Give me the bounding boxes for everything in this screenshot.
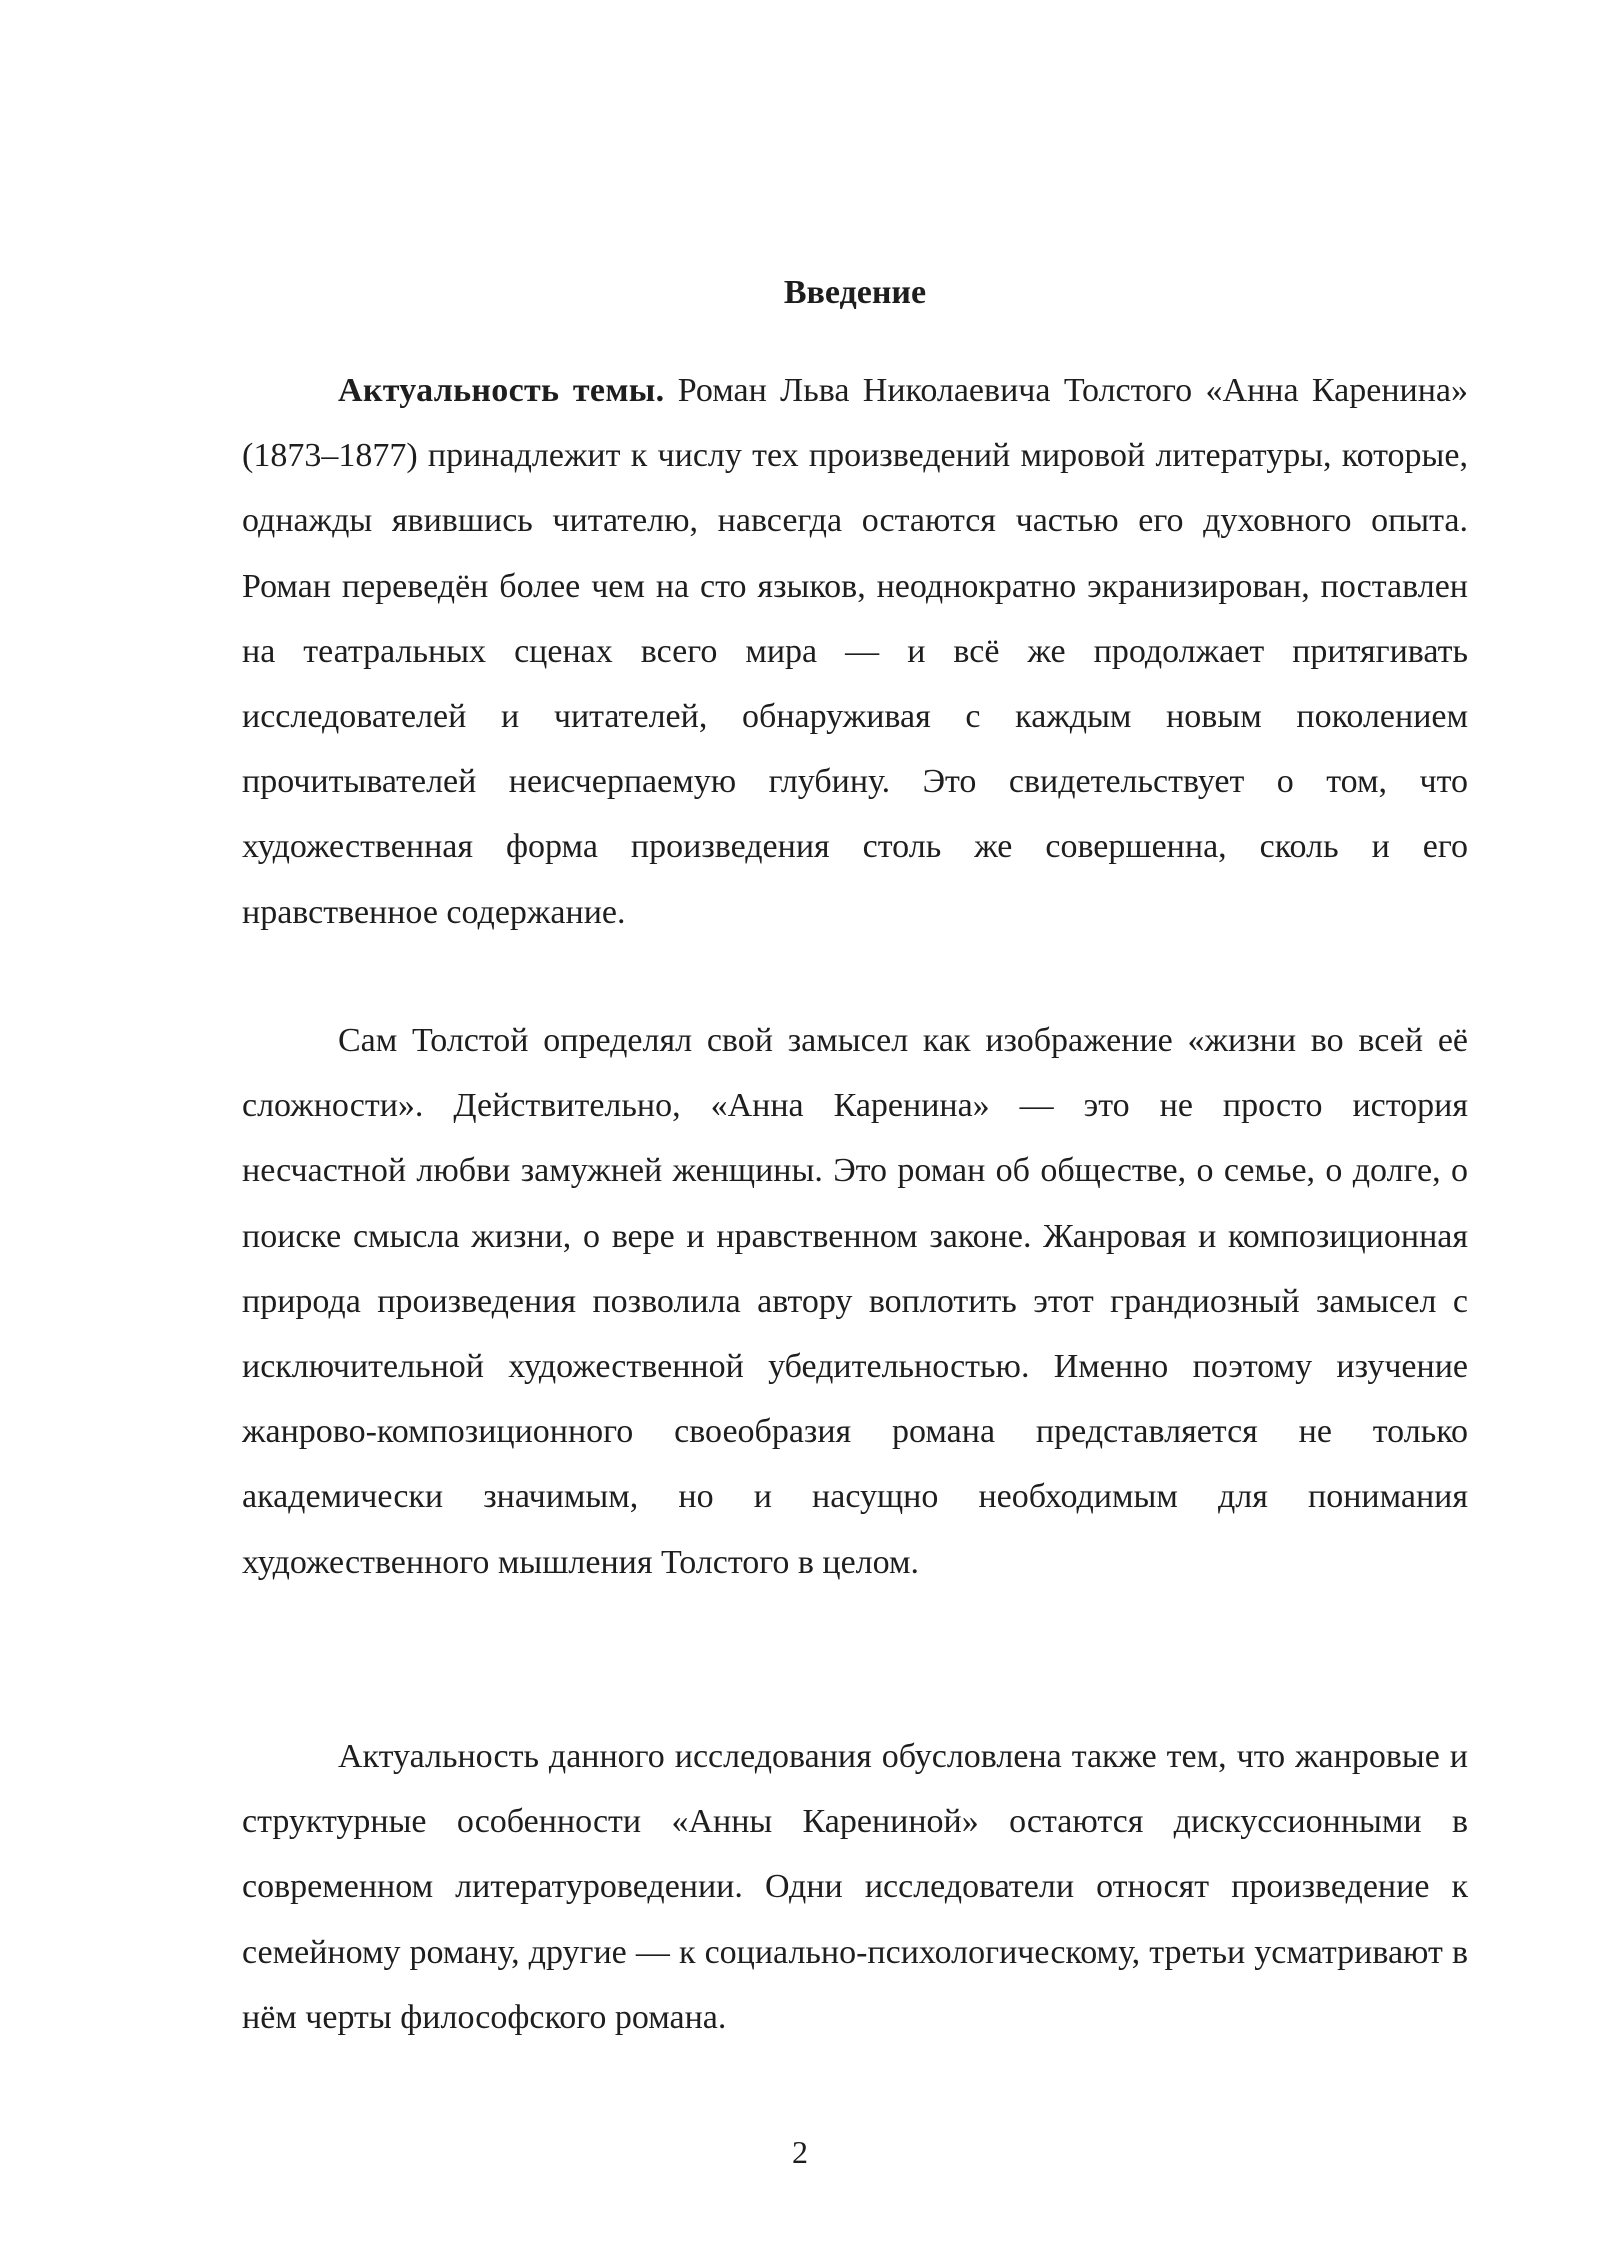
- page-number: 2: [792, 2134, 808, 2170]
- paragraph-lead: Актуальность темы.: [338, 372, 665, 409]
- paragraph-text: Роман Льва Николаевича Толстого «Анна Каренина» (1873–1877) принадлежит к числу тех произведений мировой литературы, которые, однажды явившись читателю, навсегда остаются частью его духовного опыта. Роман переведён более чем на сто языков, неоднократно экранизирован, поставлен на театральных сценах всего мира — и всё же продолжает притягивать исследователей и читателей, обнаруживая с каждым новым поколением прочитывателей неисчерпаемую глубину. Это свидетельствует о том, что художественная форма произведения столь же совершенна, сколь и его нравственное содержание.: [242, 372, 1469, 931]
- paragraph-text: Сам Толстой определял свой замысел как изображение «жизни во всей её сложности». Действительно, «Анна Каренина» — это не просто история несчастной любви замужней женщины. Это роман об обществе, о семье, о долге, о поиске смысла жизни, о вере и нравственном законе. Жанровая и композиционная природа произведения позволила автору воплотить этот грандиозный замысел с исключительной художественной убедительностью. Именно поэтому изучение жанрово-композиционного своеобразия романа представляется не только академически значимым, но и насущно необходимым для понимания художественного мышления Толстого в целом.: [242, 1022, 1468, 1581]
- paragraph-relevance: [242, 358, 1468, 945]
- paragraph-research-relevance: [242, 1724, 1468, 2050]
- paragraph-author-intent: [242, 1008, 1468, 1595]
- paragraph-text: Актуальность данного исследования обусловлена также тем, что жанровые и структурные особенности «Анны Карениной» остаются дискуссионными в современном литературоведении. Одни исследователи относят произведение к семейному роману, другие — к социально-психологическому, третьи усматривают в нём черты философского романа.: [242, 1738, 1468, 2036]
- section-heading: Введение: [783, 274, 927, 311]
